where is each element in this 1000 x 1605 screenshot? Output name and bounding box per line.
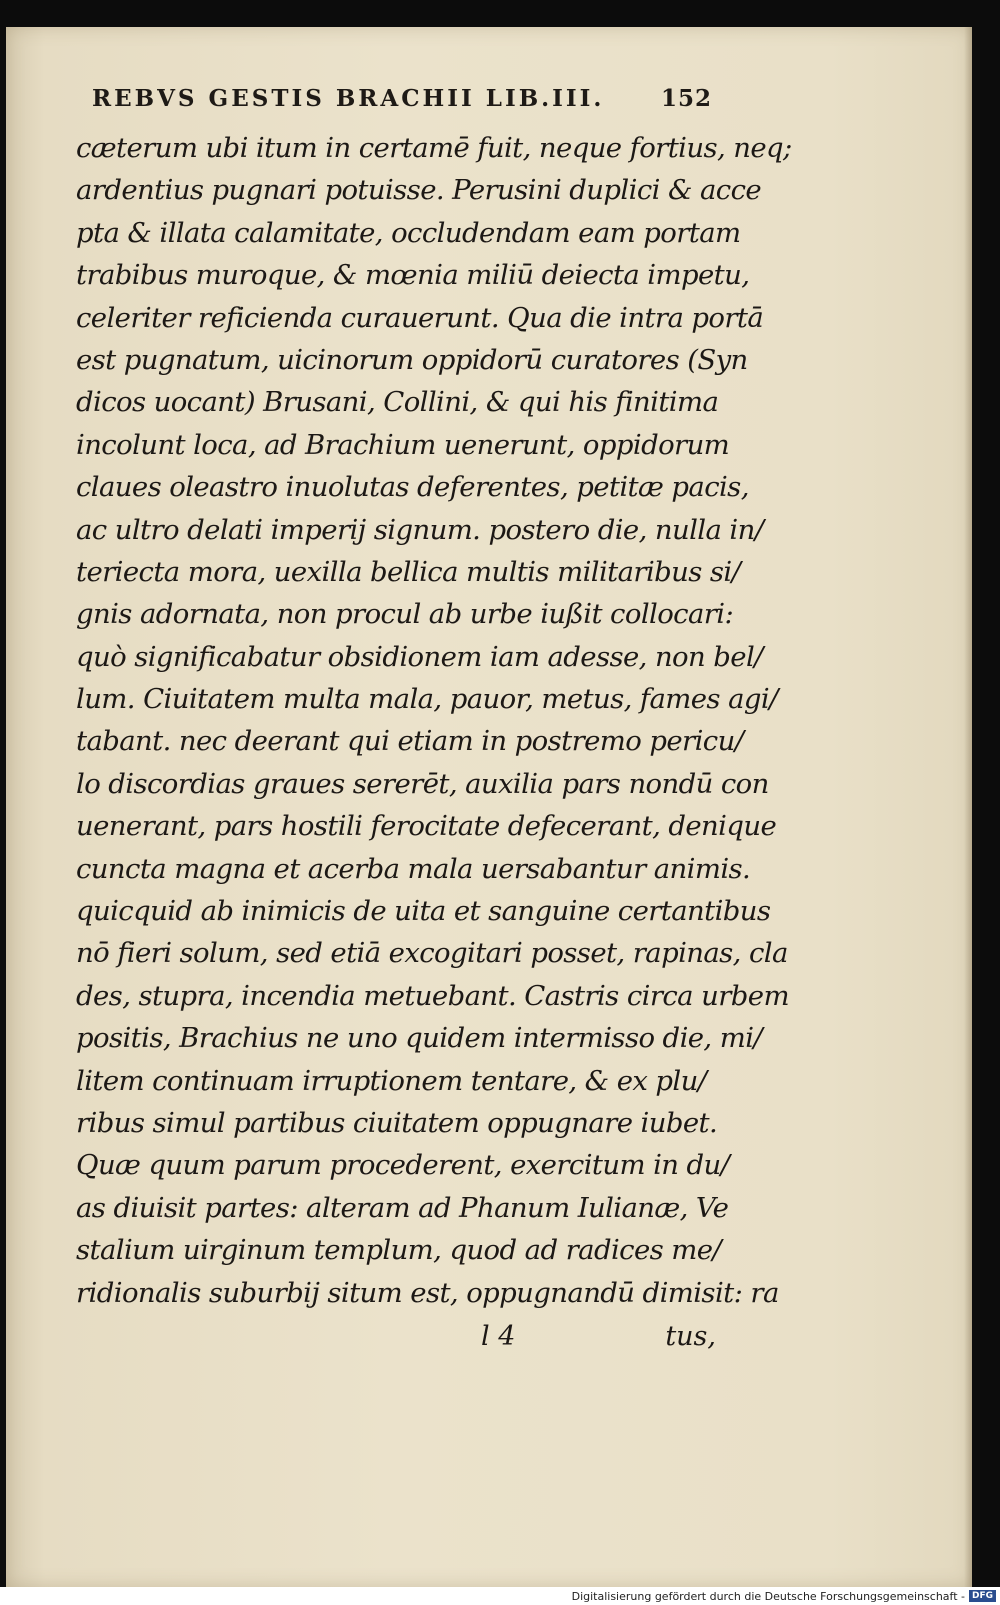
dfg-logo: DFG bbox=[969, 1590, 996, 1602]
signature-mark: l 4 bbox=[481, 1321, 516, 1352]
text-line: ribus simul partibus ciuitatem oppugnare iubet. bbox=[76, 1106, 718, 1139]
text-line: cuncta magna et acerba mala uersabantur animis. bbox=[76, 852, 751, 885]
text-line: litem continuam irruptionem tentare, & ex plu/ bbox=[76, 1064, 707, 1097]
text-line: trabibus muroque, & mœnia miliū deiecta impetu, bbox=[76, 259, 750, 292]
catch-line bbox=[76, 1321, 716, 1361]
text-line: as diuisit partes: alteram ad Phanum Iulianæ, Ve bbox=[76, 1191, 729, 1224]
text-line: ridionalis suburbij situm est, oppugnandū dimisit: ra bbox=[76, 1276, 779, 1309]
text-line: pta & illata calamitate, occludendam eam portam bbox=[76, 216, 741, 249]
text-line: incolunt loca, ad Brachium uenerunt, oppidorum bbox=[76, 428, 730, 461]
digitization-footer bbox=[0, 1587, 1000, 1605]
text-line: gnis adornata, non procul ab urbe iußit collocari: bbox=[76, 598, 734, 631]
text-line: Quæ quum parum procederent, exercitum in du/ bbox=[76, 1149, 730, 1182]
text-line: celeriter reficienda curauerunt. Qua die intra portā bbox=[76, 301, 764, 334]
text-line: dicos uocant) Brusani, Collini, & qui his finitima bbox=[76, 386, 719, 419]
page-number: 152 bbox=[660, 85, 712, 112]
text-line: ac ultro delati imperij signum. postero die, nulla in/ bbox=[76, 513, 764, 546]
text-line: nō fieri solum, sed etiā excogitari posset, rapinas, cla bbox=[76, 937, 788, 970]
text-line: est pugnatum, uicinorum oppidorū curatores (Syn bbox=[76, 343, 748, 376]
text-line: quò significabatur obsidionem iam adesse, non bel/ bbox=[76, 640, 763, 673]
book-page bbox=[6, 27, 972, 1587]
body-text bbox=[76, 127, 792, 1314]
page-edge-shadow bbox=[964, 27, 972, 1587]
text-line: teriecta mora, uexilla bellica multis militaribus si/ bbox=[76, 555, 741, 588]
running-head-title: REBVS GESTIS BRACHII LIB.III. bbox=[92, 85, 605, 112]
text-line: quicquid ab inimicis de uita et sanguine certantibus bbox=[76, 895, 771, 928]
text-line: tabant. nec deerant qui etiam in postremo pericu/ bbox=[76, 725, 744, 758]
text-line: ardentius pugnari potuisse. Perusini duplici & acce bbox=[76, 174, 762, 207]
catchword: tus, bbox=[665, 1321, 716, 1352]
text-line: stalium uirginum templum, quod ad radices me/ bbox=[76, 1234, 722, 1267]
text-line: lum. Ciuitatem multa mala, pauor, metus, fames agi/ bbox=[76, 683, 778, 716]
funding-credit: Digitalisierung gefördert durch die Deutsche Forschungsgemeinschaft - bbox=[571, 1589, 965, 1603]
running-head bbox=[92, 85, 712, 112]
text-line: uenerant, pars hostili ferocitate defecerant, denique bbox=[76, 810, 777, 843]
text-line: claues oleastro inuolutas deferentes, petitæ pacis, bbox=[76, 471, 749, 504]
text-line: positis, Brachius ne uno quidem intermisso die, mi/ bbox=[76, 1022, 763, 1055]
text-line: des, stupra, incendia metuebant. Castris circa urbem bbox=[76, 979, 789, 1012]
text-line: lo discordias graues sererēt, auxilia pars nondū con bbox=[76, 767, 769, 800]
text-line: cæterum ubi itum in certamē fuit, neque fortius, neq; bbox=[76, 132, 792, 164]
